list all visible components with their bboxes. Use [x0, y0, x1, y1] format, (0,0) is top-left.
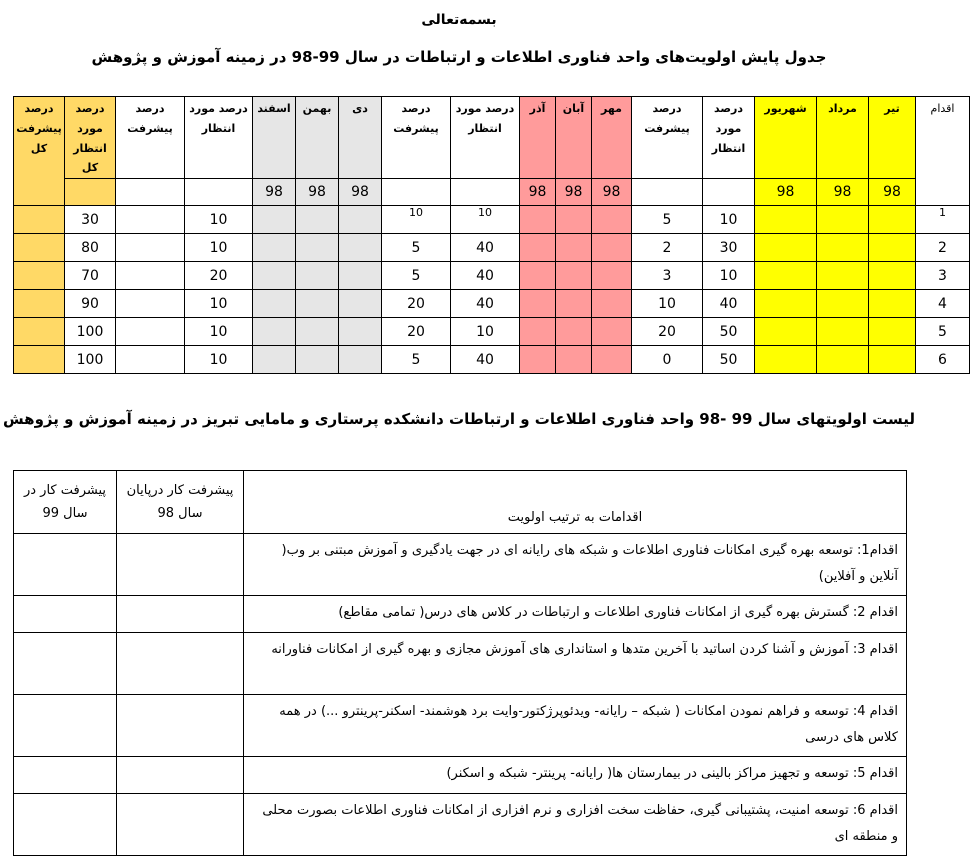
progress-total-cell: [14, 346, 65, 374]
header-row: [14, 471, 907, 534]
priority-list-title: لیست اولویتهای سال 99 -98 واحد فناوری اطلاعات و ارتباطات دانشکده پرستاری و مامایی تبریز در زمینه آموزش و پژوهش: [2, 410, 916, 428]
monitoring-table: [13, 96, 970, 374]
progress-2-cell: 5: [382, 262, 451, 290]
table-row: [14, 318, 970, 346]
year-bahman: 98: [296, 179, 339, 206]
progress-1-cell: 3: [632, 262, 703, 290]
mordad-cell: [817, 318, 869, 346]
dey-cell: [339, 234, 382, 262]
year-cell: [703, 179, 755, 206]
expected-3-cell: 10: [185, 290, 253, 318]
dey-cell: [339, 206, 382, 234]
expected-2-cell: 40: [451, 346, 520, 374]
azar-cell: [520, 234, 556, 262]
action-description: اقدام 6: توسعه امنیت، پشتیبانی گیری، حفاظت سخت افزاری و نرم افزاری از امکانات فناوری اطلاعات بصورت محلی و منطقه ای: [244, 794, 907, 856]
year-aban: 98: [556, 179, 592, 206]
action-description: اقدام 4: توسعه و فراهم نمودن امکانات ( شبکه – رایانه- ویدئوپرژکتور-وایت برد هوشمند- اسکنر-پرینترو ...) در همه کلاس های درسی: [244, 695, 907, 757]
expected-total-cell: 70: [65, 262, 116, 290]
shahrivar-cell: [755, 290, 817, 318]
shahrivar-cell: [755, 318, 817, 346]
expected-total-cell: 30: [65, 206, 116, 234]
esfand-cell: [253, 318, 296, 346]
aban-cell: [556, 262, 592, 290]
azar-cell: [520, 262, 556, 290]
action-number-cell: 1: [916, 206, 970, 234]
table-row: [14, 346, 970, 374]
header-progress-1: درصد پیشرفت: [632, 97, 703, 179]
bahman-cell: [296, 234, 339, 262]
mordad-cell: [817, 346, 869, 374]
mehr-cell: [592, 346, 632, 374]
header-dey: دی: [339, 97, 382, 179]
progress-total-cell: [14, 262, 65, 290]
dey-cell: [339, 262, 382, 290]
bahman-cell: [296, 290, 339, 318]
expected-3-cell: 10: [185, 234, 253, 262]
expected-1-cell: 50: [703, 346, 755, 374]
progress-98-cell: [117, 794, 244, 856]
progress-99-cell: [14, 596, 117, 633]
table-row: [14, 633, 907, 695]
table-row: [14, 234, 970, 262]
action-number-cell: 2: [916, 234, 970, 262]
header-esfand: اسفند: [253, 97, 296, 179]
header-progress-total: درصد پیشرفت کل: [14, 97, 65, 206]
header-progress-99: پیشرفت کار در سال 99: [14, 471, 117, 534]
year-cell: [65, 179, 116, 206]
esfand-cell: [253, 206, 296, 234]
expected-3-cell: 10: [185, 346, 253, 374]
year-row: [14, 179, 970, 206]
tir-cell: [869, 262, 916, 290]
header-expected-total: درصد مورد انتظار کل: [65, 97, 116, 179]
action-description: اقدام 2: گسترش بهره گیری از امکانات فناوری اطلاعات و ارتباطات در کلاس های درس( تمامی مقاطع): [244, 596, 907, 633]
header-expected-1: درصد مورد انتظار: [703, 97, 755, 179]
header-expected-3: درصد مورد انتظار: [185, 97, 253, 179]
year-mordad: 98: [817, 179, 869, 206]
progress-total-cell: [14, 318, 65, 346]
header-mordad: مرداد: [817, 97, 869, 179]
esfand-cell: [253, 346, 296, 374]
progress-1-cell: 10: [632, 290, 703, 318]
expected-2-cell: 40: [451, 234, 520, 262]
progress-total-cell: [14, 290, 65, 318]
expected-total-cell: 90: [65, 290, 116, 318]
mehr-cell: [592, 206, 632, 234]
aban-cell: [556, 290, 592, 318]
header-aban: آبان: [556, 97, 592, 179]
header-progress-98: پیشرفت کار درپایان سال 98: [117, 471, 244, 534]
progress-1-cell: 20: [632, 318, 703, 346]
header-tir: تیر: [869, 97, 916, 179]
dey-cell: [339, 290, 382, 318]
progress-3-cell: [116, 346, 185, 374]
table-row: [14, 206, 970, 234]
action-description: اقدام 3: آموزش و آشنا کردن اساتید با آخرین متدها و استانداری های آموزش مجازی و بهره گیری از امکانات فناورانه: [244, 633, 907, 695]
table-row: [14, 262, 970, 290]
header-actions: اقدامات به ترتیب اولویت: [244, 471, 907, 534]
azar-cell: [520, 346, 556, 374]
progress-total-cell: [14, 234, 65, 262]
progress-3-cell: [116, 234, 185, 262]
header-expected-2: درصد مورد انتظار: [451, 97, 520, 179]
mehr-cell: [592, 262, 632, 290]
header-progress-3: درصد پیشرفت: [116, 97, 185, 179]
progress-3-cell: [116, 318, 185, 346]
action-description: اقدام 5: توسعه و تجهیز مراکز بالینی در بیمارستان ها( رایانه- پرینتر- شبکه و اسکنر): [244, 757, 907, 794]
year-dey: 98: [339, 179, 382, 206]
progress-2-cell: 10: [382, 206, 451, 234]
shahrivar-cell: [755, 206, 817, 234]
action-description: اقدام1: توسعه بهره گیری امکانات فناوری اطلاعات و شبکه های رایانه ای در جهت یادگیری و آموزش مبتنی بر وب( آنلاین و آفلاین): [244, 534, 907, 596]
esfand-cell: [253, 290, 296, 318]
table-row: [14, 794, 907, 856]
progress-98-cell: [117, 596, 244, 633]
table-row: [14, 695, 907, 757]
expected-1-cell: 30: [703, 234, 755, 262]
mehr-cell: [592, 318, 632, 346]
expected-2-cell: 10: [451, 206, 520, 234]
expected-3-cell: 20: [185, 262, 253, 290]
progress-98-cell: [117, 695, 244, 757]
bahman-cell: [296, 346, 339, 374]
progress-2-cell: 5: [382, 346, 451, 374]
progress-1-cell: 2: [632, 234, 703, 262]
year-esfand: 98: [253, 179, 296, 206]
progress-3-cell: [116, 262, 185, 290]
mordad-cell: [817, 262, 869, 290]
header-shahrivar: شهریور: [755, 97, 817, 179]
table-row: [14, 757, 907, 794]
tir-cell: [869, 234, 916, 262]
tir-cell: [869, 206, 916, 234]
expected-1-cell: 10: [703, 206, 755, 234]
progress-99-cell: [14, 695, 117, 757]
mehr-cell: [592, 234, 632, 262]
progress-99-cell: [14, 794, 117, 856]
monitoring-table-title: جدول پایش اولویت‌های واحد فناوری اطلاعات و ارتباطات در سال 99-98 در زمینه آموزش و پژوهش: [91, 48, 827, 66]
action-number-cell: 5: [916, 318, 970, 346]
progress-1-cell: 5: [632, 206, 703, 234]
tir-cell: [869, 318, 916, 346]
table-row: [14, 534, 907, 596]
bahman-cell: [296, 206, 339, 234]
shahrivar-cell: [755, 346, 817, 374]
action-number-cell: 3: [916, 262, 970, 290]
esfand-cell: [253, 262, 296, 290]
header-mehr: مهر: [592, 97, 632, 179]
mehr-cell: [592, 290, 632, 318]
progress-99-cell: [14, 633, 117, 695]
esfand-cell: [253, 234, 296, 262]
header-progress-2: درصد پیشرفت: [382, 97, 451, 179]
shahrivar-cell: [755, 262, 817, 290]
progress-99-cell: [14, 534, 117, 596]
aban-cell: [556, 318, 592, 346]
bismillah-heading: بسمه‌تعالی: [421, 12, 497, 28]
bahman-cell: [296, 262, 339, 290]
mordad-cell: [817, 290, 869, 318]
progress-98-cell: [117, 757, 244, 794]
action-number-cell: 6: [916, 346, 970, 374]
expected-2-cell: 40: [451, 290, 520, 318]
expected-3-cell: 10: [185, 318, 253, 346]
year-cell: [632, 179, 703, 206]
progress-98-cell: [117, 534, 244, 596]
expected-1-cell: 40: [703, 290, 755, 318]
header-action: اقدام: [916, 97, 970, 206]
mordad-cell: [817, 234, 869, 262]
year-cell: [185, 179, 253, 206]
year-cell: [382, 179, 451, 206]
year-azar: 98: [520, 179, 556, 206]
shahrivar-cell: [755, 234, 817, 262]
header-azar: آذر: [520, 97, 556, 179]
azar-cell: [520, 290, 556, 318]
expected-1-cell: 50: [703, 318, 755, 346]
aban-cell: [556, 234, 592, 262]
expected-2-cell: 10: [451, 318, 520, 346]
header-bahman: بهمن: [296, 97, 339, 179]
mordad-cell: [817, 206, 869, 234]
year-shahrivar: 98: [755, 179, 817, 206]
priority-list-table: [13, 470, 907, 856]
table-row: [14, 290, 970, 318]
progress-2-cell: 5: [382, 234, 451, 262]
year-tir: 98: [869, 179, 916, 206]
action-number-cell: 4: [916, 290, 970, 318]
year-mehr: 98: [592, 179, 632, 206]
aban-cell: [556, 346, 592, 374]
expected-total-cell: 80: [65, 234, 116, 262]
tir-cell: [869, 346, 916, 374]
expected-total-cell: 100: [65, 346, 116, 374]
dey-cell: [339, 318, 382, 346]
azar-cell: [520, 318, 556, 346]
progress-total-cell: [14, 206, 65, 234]
aban-cell: [556, 206, 592, 234]
expected-2-cell: 40: [451, 262, 520, 290]
year-cell: [116, 179, 185, 206]
progress-2-cell: 20: [382, 318, 451, 346]
table-row: [14, 596, 907, 633]
dey-cell: [339, 346, 382, 374]
progress-3-cell: [116, 206, 185, 234]
bahman-cell: [296, 318, 339, 346]
progress-2-cell: 20: [382, 290, 451, 318]
expected-3-cell: 10: [185, 206, 253, 234]
progress-99-cell: [14, 757, 117, 794]
year-cell: [451, 179, 520, 206]
expected-total-cell: 100: [65, 318, 116, 346]
azar-cell: [520, 206, 556, 234]
tir-cell: [869, 290, 916, 318]
expected-1-cell: 10: [703, 262, 755, 290]
progress-3-cell: [116, 290, 185, 318]
progress-98-cell: [117, 633, 244, 695]
progress-1-cell: 0: [632, 346, 703, 374]
header-row: [14, 97, 970, 179]
